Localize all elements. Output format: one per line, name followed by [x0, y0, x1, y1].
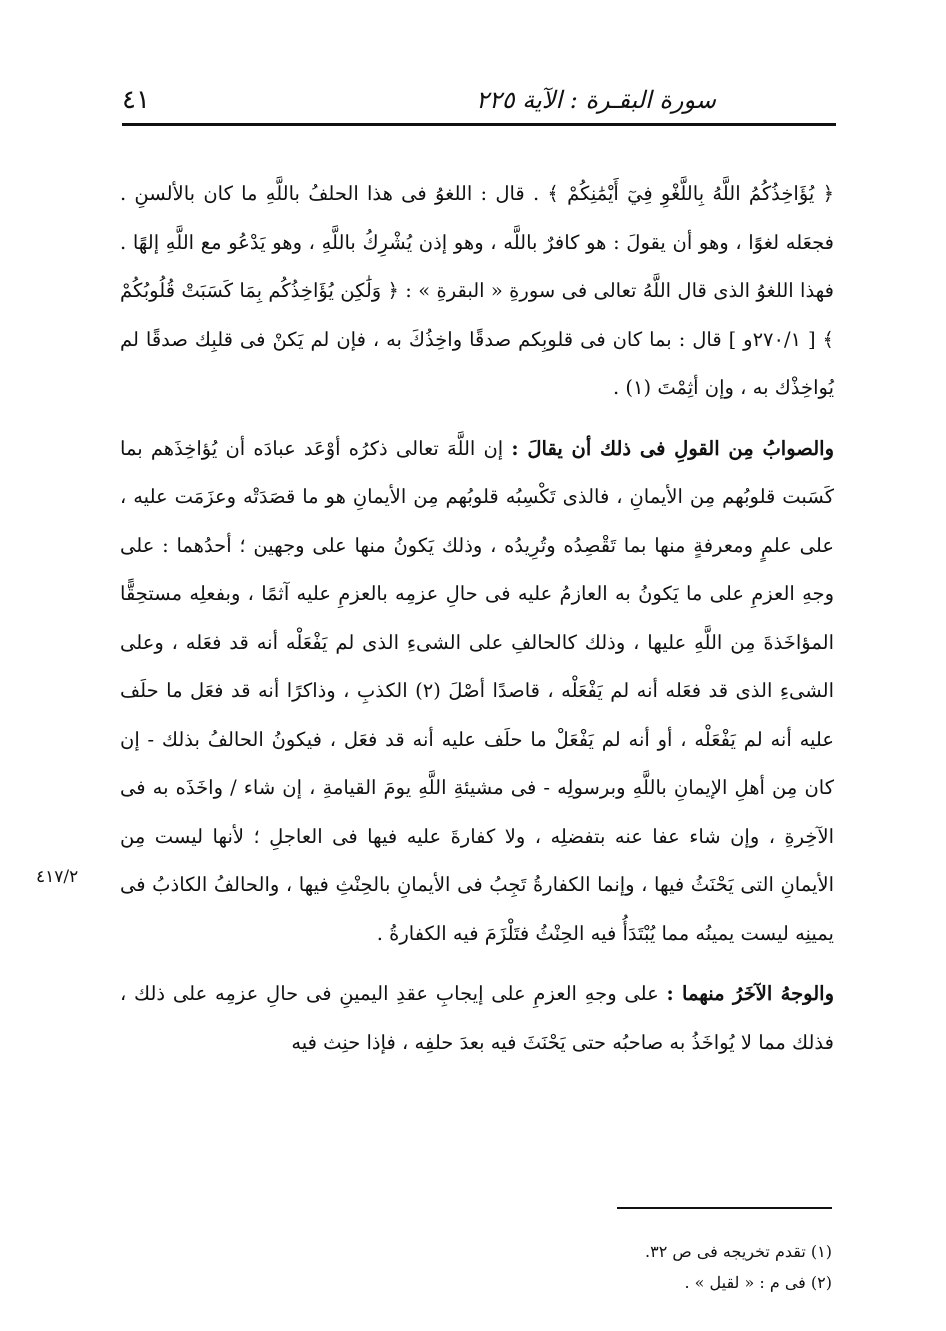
- paragraph-2: [120, 425, 834, 959]
- page-header: [122, 82, 834, 118]
- paragraph-text: على وجهِ العزمِ على إيجابِ عقدِ اليمينِ فى حالِ عزمِه على ذلك ، فذلك مما لا يُواخَذُ به صاحبُه حتى يَحْنَثَ فيه بعدَ حلفِه ، فإذا حنِث فيه: [120, 982, 834, 1054]
- header-rule: [122, 123, 836, 126]
- paragraph-3: [120, 970, 834, 1067]
- paragraph-text: إن اللَّهَ تعالى ذكرُه أوْعَد عبادَه أن يُؤاخِذَهم بما كَسَبت قلوبُهم مِن الأيمانِ ، فالذى تَكْسِبُه قلوبُهم مِن الأيمانِ هو ما قصَدَتْه وعزَمَت عليه ، على علمٍ ومعرفةٍ منها بما تَقْصِدُه وتُرِيدُه ، وذلك يَكونُ منها على وجهين ؛ أحدُهما : على وجهِ العزمِ على ما يَكونُ به العازمُ عليه فى حالِ عزمِه بالعزمِ عليه آثمًا ، وبفعلِه مستحِقًّا المؤاخَذةَ مِن اللَّهِ عليها ، وذلك كالحالفِ على الشىءِ الذى لم يَفْعَلْه أنه قد فعَله ، وعلى الشىءِ الذى قد فعَله أنه لم يَفْعَلْه ، قاصدًا أصْلَ (٢) الكذبِ ، وذاكرًا أنه قد فعَل ما حلَف عليه أنه لم يَفْعَلْه ، أو أنه لم يَفْعَلْ ما حلَف عليه أنه قد فعَل ، فيكونُ الحالفُ بذلك - إن كان مِن أهلِ الإيمانِ باللَّهِ وبرسولِه - فى مشيئةِ اللَّهِ يومَ القيامةِ ، إن شاء / واخَذَه به فى الآخِرةِ ، وإن شاء عفا عنه بتفضلِه ، ولا كفارةَ عليه فيها فى العاجلِ ؛ لأنها ليست مِن الأيمانِ التى يَحْنَثُ فيها ، وإنما الكفارةُ تَجِبُ فى الأيمانِ بالحِنْثِ فيها ، والحالفُ الكاذبُ فى يمينِه ليست يمينُه مما يُبْتَدَأُ فيه الحِنْثُ فتَلْزَمَ فيه الكفارةُ .: [120, 436, 835, 945]
- footnotes: [420, 1236, 832, 1298]
- footnote-2: (٢) فى م : « لقيل » .: [684, 1273, 832, 1292]
- paragraph-text: ﴿ يُؤَاخِذُكُمُ اللَّهُ بِاللَّغْوِ فِيٓ أَيْمَٰنِكُمْ ﴾ . قال : اللغوُ فى هذا الحلفُ باللَّهِ ما كان بالألسنِ . فجعَله لغوًا ، وهو أن يقولَ : هو كافرٌ باللَّه ، وهو إذن يُشْرِكُ باللَّهِ ، وهو يَدْعُو مع اللَّهِ إلهًا . فهذا اللغوُ الذى قال اللَّهُ تعالى فى سورةِ « البقرةِ » : ﴿ وَلَٰكِن يُؤَاخِذُكُم بِمَا كَسَبَتْ قُلُوبُكُمْ ﴾ [ ٢٧٠/١و ] قال : بما كان فى قلوبِكم صدقًا واخِذُكَ به ، فإن لم يَكنْ فى قلبِك صدقًا لم يُواخِذْك به ، وإن أثِمْتَ (١) .: [120, 182, 834, 399]
- margin-reference: ٤١٧/٢: [36, 867, 79, 887]
- paragraph-lead: والوجهُ الآخَرُ منهما :: [666, 982, 835, 1005]
- page-number: ٤١: [122, 85, 150, 115]
- paragraph-lead: والصوابُ مِن القولِ فى ذلك أن يقالَ :: [511, 436, 834, 460]
- footnote-rule: [617, 1207, 832, 1209]
- running-title: سورة البقـرة : الآية ٢٢٥: [475, 86, 716, 114]
- paragraph-1: [120, 170, 834, 413]
- footnote-1: (١) تقدم تخريجه فى ص ٣٢.: [645, 1242, 832, 1261]
- main-text: [120, 170, 834, 1067]
